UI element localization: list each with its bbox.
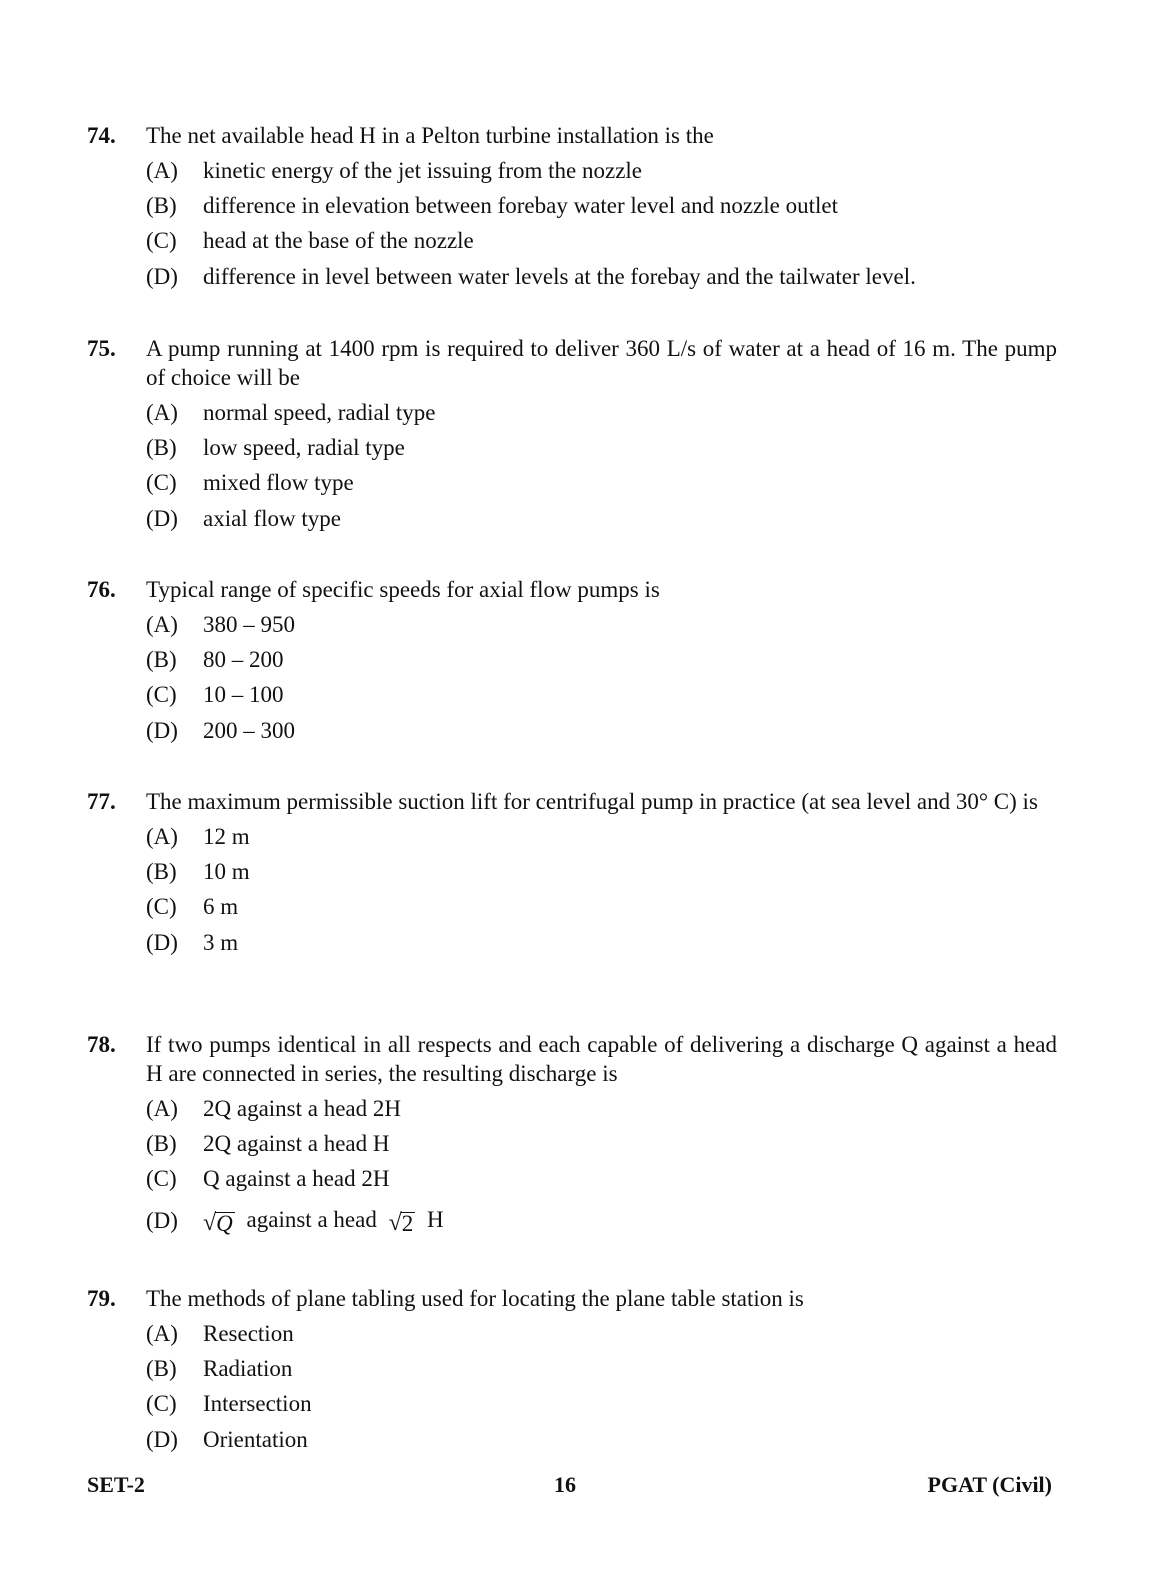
option-letter: (B) — [146, 1131, 177, 1157]
option-text: 200 – 300 — [203, 717, 295, 743]
option-text: difference in elevation between forebay water level and nozzle outlet — [203, 193, 838, 219]
option-text: head at the base of the nozzle — [203, 228, 474, 254]
option-letter: (D) — [146, 1426, 178, 1452]
option-letter: (D) — [146, 1208, 178, 1234]
question-75 — [87, 334, 1057, 537]
option-letter: (A) — [146, 157, 178, 183]
option-text: normal speed, radial type — [203, 399, 436, 425]
option-letter: (C) — [146, 894, 177, 920]
footer-set-label: SET-2 — [87, 1472, 145, 1497]
question-number: 75. — [87, 336, 116, 361]
option-c — [146, 1387, 1057, 1422]
question-number: 74. — [87, 123, 116, 148]
option-text: 6 m — [203, 894, 239, 920]
square-root-symbol — [389, 1211, 416, 1235]
option-d — [146, 501, 1057, 536]
option-letter: (B) — [146, 647, 177, 673]
question-number: 76. — [87, 577, 116, 602]
question-78 — [87, 1030, 1057, 1245]
option-letter: (A) — [146, 1095, 178, 1121]
footer-page-number: 16 — [554, 1472, 576, 1497]
option-letter: (A) — [146, 611, 178, 637]
option-text: 380 – 950 — [203, 611, 295, 637]
option-letter: (B) — [146, 859, 177, 885]
option-text: 3 m — [203, 929, 239, 955]
option-text: Radiation — [203, 1356, 293, 1382]
question-76 — [87, 575, 1057, 749]
question-79 — [87, 1284, 1057, 1458]
option-text: 10 m — [203, 859, 250, 885]
option-text: Intersection — [203, 1391, 312, 1417]
option-c — [146, 224, 1057, 259]
option-letter: (A) — [146, 823, 178, 849]
option-b — [146, 854, 1057, 889]
formula-middle-text: against a head — [246, 1207, 377, 1233]
radical-sign: √ — [203, 1210, 217, 1237]
question-text: If two pumps identical in all respects and each capable of delivering a discharge Q against a head H are connected in series, the resulting discharge is — [146, 1032, 1057, 1086]
option-text: 2Q against a head H — [203, 1131, 390, 1157]
option-letter: (D) — [146, 717, 178, 743]
option-d — [146, 259, 1057, 294]
option-b — [146, 430, 1057, 465]
option-c — [146, 466, 1057, 501]
radicand: Q — [216, 1211, 233, 1237]
square-root-symbol — [203, 1211, 235, 1235]
option-letter: (B) — [146, 193, 177, 219]
option-text-formula — [203, 1207, 444, 1235]
option-text: mixed flow type — [203, 470, 354, 496]
option-d — [146, 713, 1057, 748]
option-b — [146, 1126, 1057, 1161]
question-74 — [87, 121, 1057, 295]
option-b — [146, 642, 1057, 677]
option-text: 12 m — [203, 823, 250, 849]
radical-sign: √ — [388, 1210, 402, 1237]
option-c — [146, 678, 1057, 713]
option-letter: (D) — [146, 263, 178, 289]
option-text: 80 – 200 — [203, 647, 284, 673]
option-text: difference in level between water levels at the forebay and the tailwater level. — [203, 263, 916, 289]
option-text: Resection — [203, 1320, 294, 1346]
option-b — [146, 188, 1057, 223]
option-text: Q against a head 2H — [203, 1166, 390, 1192]
option-letter: (B) — [146, 1356, 177, 1382]
question-77 — [87, 787, 1057, 961]
option-text: kinetic energy of the jet issuing from the nozzle — [203, 157, 642, 183]
option-letter: (C) — [146, 1166, 177, 1192]
option-letter: (A) — [146, 1320, 178, 1346]
option-c — [146, 890, 1057, 925]
option-text: Orientation — [203, 1426, 308, 1452]
option-letter: (B) — [146, 435, 177, 461]
question-text: A pump running at 1400 rpm is required to deliver 360 L/s of water at a head of 16 m. The pump of choice will be — [146, 336, 1057, 390]
option-a — [146, 819, 1057, 854]
option-text: 2Q against a head 2H — [203, 1095, 401, 1121]
option-letter: (C) — [146, 682, 177, 708]
option-a — [146, 153, 1057, 188]
option-d — [146, 925, 1057, 960]
option-letter: (C) — [146, 470, 177, 496]
option-letter: (D) — [146, 929, 178, 955]
question-text: The net available head H in a Pelton turbine installation is the — [146, 123, 714, 148]
question-text: The maximum permissible suction lift for centrifugal pump in practice (at sea level and 30° C) is — [146, 789, 1038, 814]
option-letter: (C) — [146, 1391, 177, 1417]
option-a — [146, 1316, 1057, 1351]
question-text: The methods of plane tabling used for locating the plane table station is — [146, 1286, 804, 1311]
option-letter: (C) — [146, 228, 177, 254]
option-text: axial flow type — [203, 505, 341, 531]
option-a — [146, 607, 1057, 642]
option-d — [146, 1422, 1057, 1457]
option-a — [146, 1091, 1057, 1126]
option-b — [146, 1351, 1057, 1386]
question-number: 78. — [87, 1032, 116, 1057]
option-letter: (A) — [146, 399, 178, 425]
question-number: 77. — [87, 789, 116, 814]
option-c — [146, 1162, 1057, 1197]
option-d — [146, 1197, 1057, 1245]
radicand: 2 — [401, 1211, 414, 1237]
formula-suffix: H — [427, 1207, 444, 1233]
question-text: Typical range of specific speeds for axial flow pumps is — [146, 577, 660, 602]
option-text: 10 – 100 — [203, 682, 284, 708]
question-number: 79. — [87, 1286, 116, 1311]
option-a — [146, 395, 1057, 430]
option-text: low speed, radial type — [203, 435, 405, 461]
option-letter: (D) — [146, 505, 178, 531]
footer-paper-title: PGAT (Civil) — [927, 1472, 1052, 1497]
